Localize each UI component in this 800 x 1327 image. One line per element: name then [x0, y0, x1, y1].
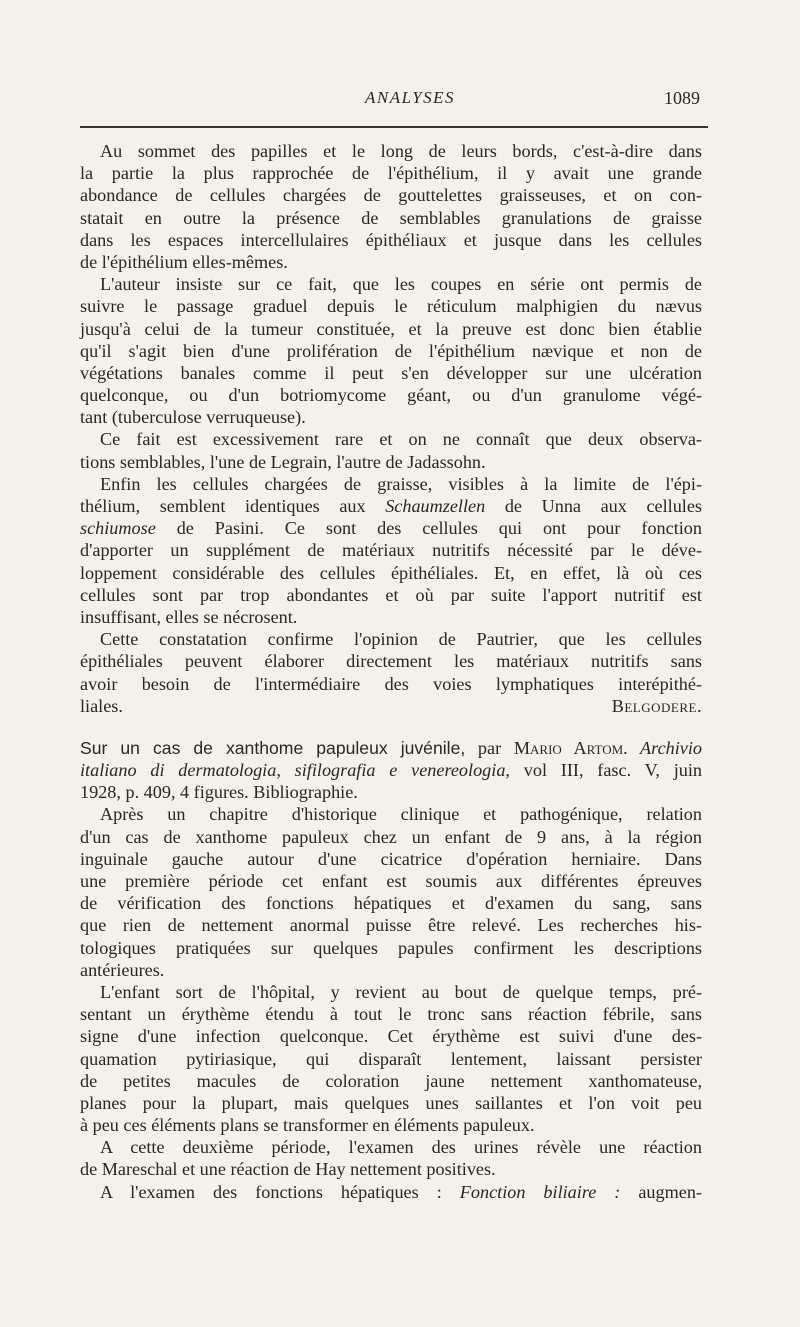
- page-number: 1089: [664, 88, 700, 108]
- text-line: suivre le passage graduel depuis le réticulum malphigien du nævus: [80, 296, 702, 317]
- text-line: la partie la plus rapprochée de l'épithélium, il y avait une grande: [80, 163, 702, 184]
- text-line: A cette deuxième période, l'examen des urines révèle une réaction: [100, 1137, 702, 1158]
- text-line: Cette constatation confirme l'opinion de Pautrier, que les cellules: [100, 629, 702, 650]
- section-gap: [80, 717, 702, 737]
- article-reference: [80, 737, 702, 804]
- text-line: [80, 759, 702, 781]
- text-line: planes pour la plupart, mais quelques unes saillantes et l'on voit peu: [80, 1092, 702, 1113]
- text-line: liales.: [80, 695, 123, 716]
- text-line: Après un chapitre d'historique clinique et pathogénique, relation: [100, 804, 702, 825]
- text-line: avoir besoin de l'intermédiaire des voies lymphatiques interépithé-: [80, 673, 702, 694]
- text-line: statait en outre la présence de semblables granulations de graisse: [80, 207, 702, 228]
- journal-name: italiano di dermatologia, sifilografia e venereologia,: [80, 760, 510, 781]
- paragraph: [80, 981, 702, 1136]
- text-line: de l'épithélium elles-mêmes.: [80, 251, 288, 272]
- page-body: [80, 140, 702, 1203]
- text-line: inguinale gauche autour d'une cicatrice d'opération herniaire. Dans: [80, 848, 702, 869]
- paragraph: [80, 473, 702, 628]
- paragraph: [80, 428, 702, 472]
- text-line: quelconque, ou d'un botriomycome géant, ou d'un granulome végé-: [80, 385, 702, 406]
- text-line: jusqu'à celui de la tumeur constituée, et la preuve est donc bien établie: [80, 318, 702, 339]
- text-line: épithéliales peuvent élaborer directement les matériaux nutritifs sans: [80, 651, 702, 672]
- text-line: qu'il s'agit bien d'une prolifération de l'épithélium nævique et non de: [80, 340, 702, 361]
- running-title: ANALYSES: [364, 88, 456, 107]
- article-author: Mario Artom.: [513, 737, 628, 758]
- paragraph: [80, 1181, 702, 1203]
- text-line: quamation pytiriasique, qui disparaît lentement, laissant persister: [80, 1048, 702, 1069]
- text-line: dans les espaces intercellulaires épithéliaux et jusque dans les cellules: [80, 229, 702, 250]
- italic-term: schiumose: [80, 518, 156, 539]
- text-line: signe d'une infection quelconque. Cet érythème est suivi d'une des-: [80, 1026, 702, 1047]
- paragraph: [80, 273, 702, 428]
- article-title: Sur un cas de xanthome papuleux juvénile,: [80, 737, 466, 758]
- text-run: de Pasini. Ce sont des cellules qui ont pour fonction: [155, 518, 702, 539]
- text-line: que rien de nettement anormal puisse être relevé. Les recherches his-: [80, 915, 702, 936]
- text-line: [80, 495, 702, 517]
- paragraph: [80, 803, 702, 981]
- paragraph: [80, 628, 702, 717]
- journal-name: Archivio: [627, 737, 703, 758]
- text-line: de vérification des fonctions hépatiques et d'examen du sang, sans: [80, 893, 702, 914]
- text-run: par: [465, 737, 514, 758]
- text-line: Ce fait est excessivement rare et on ne connaît que deux observa-: [100, 429, 702, 450]
- text-line: insuffisant, elles se nécrosent.: [80, 606, 298, 627]
- text-line: 1928, p. 409, 4 figures. Bibliographie.: [80, 782, 358, 803]
- text-line: [80, 737, 702, 759]
- text-line: L'auteur insiste sur ce fait, que les coupes en série ont permis de: [100, 274, 702, 295]
- author-signature: Belgodere.: [611, 695, 702, 716]
- page-header: [80, 88, 700, 120]
- text-line: antérieures.: [80, 959, 165, 980]
- text-line: Au sommet des papilles et le long de leurs bords, c'est-à-dire dans: [100, 141, 702, 161]
- text-run: thélium, semblent identiques aux: [80, 496, 386, 516]
- text-line: cellules sont par trop abondantes et où par suite l'apport nutritif est: [80, 584, 702, 605]
- paragraph: [80, 1136, 702, 1180]
- text-line: tant (tuberculose verruqueuse).: [80, 407, 306, 428]
- italic-term: Schaumzellen: [385, 496, 486, 516]
- text-line: une première période cet enfant est soumis aux différentes épreuves: [80, 871, 702, 891]
- text-line: végétations banales comme il peut s'en développer sur une ulcération: [80, 362, 702, 383]
- text-line: Enfin les cellules chargées de graisse, visibles à la limite de l'épi-: [100, 473, 702, 494]
- text-line: d'un cas de xanthome papuleux chez un enfant de 9 ans, à la région: [80, 826, 702, 847]
- italic-term: Fonction biliaire :: [459, 1181, 621, 1202]
- text-run: A l'examen des fonctions hépatiques :: [100, 1181, 460, 1202]
- text-line: [80, 1181, 702, 1203]
- text-line: [80, 517, 702, 539]
- text-line: L'enfant sort de l'hôpital, y revient au bout de quelque temps, pré-: [100, 981, 702, 1002]
- text-line: de petites macules de coloration jaune nettement xanthomateuse,: [80, 1070, 702, 1091]
- header-rule: [80, 126, 708, 128]
- text-line: tologiques pratiquées sur quelques papules confirment les descriptions: [80, 937, 702, 958]
- signature-line: [80, 695, 702, 717]
- text-run: vol III, fasc. V, juin: [509, 760, 702, 781]
- text-line: d'apporter un supplément de matériaux nutritifs nécessité par le déve-: [80, 540, 702, 561]
- text-line: sentant un érythème étendu à tout le tronc sans réaction fébrile, sans: [80, 1004, 702, 1025]
- text-line: loppement considérable des cellules épithéliales. Et, en effet, là où ces: [80, 562, 702, 583]
- text-line: de Mareschal et une réaction de Hay nettement positives.: [80, 1159, 496, 1180]
- text-line: tions semblables, l'une de Legrain, l'autre de Jadassohn.: [80, 451, 486, 472]
- text-line: abondance de cellules chargées de gouttelettes graisseuses, et on con-: [80, 185, 702, 206]
- text-run: augmen-: [620, 1181, 702, 1202]
- text-line: à peu ces éléments plans se transformer en éléments papuleux.: [80, 1115, 535, 1136]
- paragraph: [80, 140, 702, 273]
- text-run: de Unna aux cellules: [485, 496, 702, 516]
